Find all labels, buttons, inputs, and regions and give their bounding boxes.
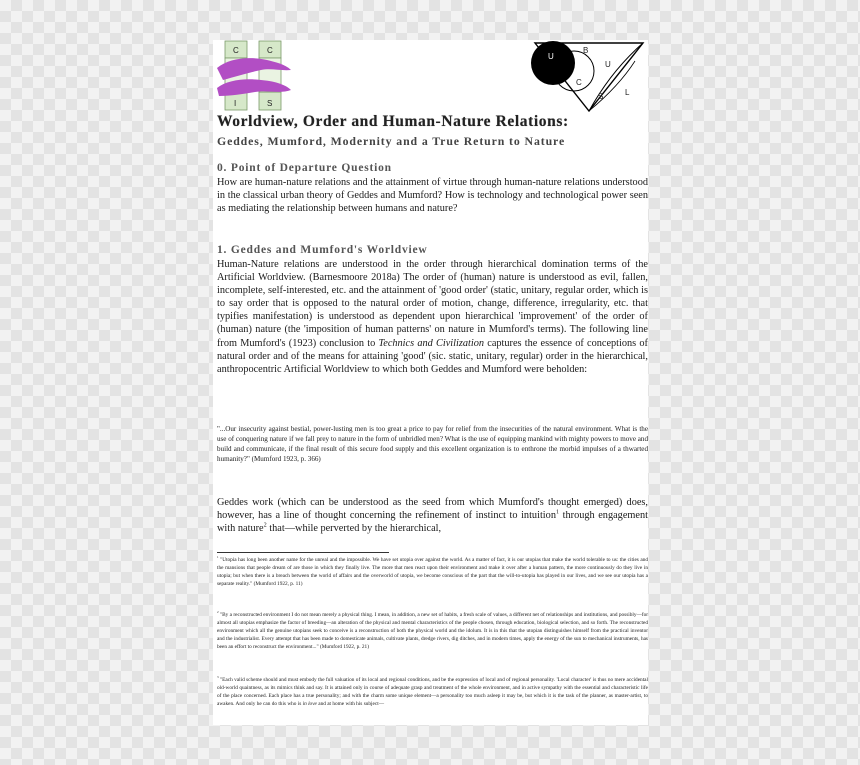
logo-letter-b: B xyxy=(583,46,589,55)
logo-letter-c1: C xyxy=(233,46,239,55)
footnote-1-mark: 1 xyxy=(217,555,219,560)
logo-letter-i: I xyxy=(234,99,237,108)
section-0-body: How are human-nature relations and the attainment of virtue through human-nature relations understood in the classical urban theory of Geddes and Mumford? How is technology and technological power seen as mediating the relationship between humans and nature? xyxy=(217,177,648,215)
footnote-3-italic: in love xyxy=(302,700,317,707)
section-1-body xyxy=(217,258,648,376)
footnote-2-text: "By a reconstructed environment I do not mean merely a physical thing. I mean, in addition, a new set of habits, a fresh scale of values, a different net of relationships and institutions, and possibly—for almost all utopias emphasize the factor of breeding—an alteration of the physical and mental characteristics of the people chosen, through education, biological selection, and so forth. The reconstructed environment which all the genuine utopians seek to conceive is a reconstruction of both the physical world and the idolum. It is in this that the utopian distinguishes himself from the practical inventor and the industrialist. Every attempt that has been made to domesticate animals, cultivate plants, dredge rivers, dig ditches, and in modern times, apply the energy of the sun to mechanical instruments, has been an effort to reconstruct the environment..." (Mumford 1922, p. 21) xyxy=(217,612,648,650)
ccis-logo xyxy=(215,40,293,114)
paragraph-3-text-b: through engagement with nature xyxy=(217,510,648,535)
paragraph-3-text-c: that—while perverted by the hierarchical, xyxy=(266,523,442,535)
footnote-ref-2[interactable]: 2 xyxy=(263,521,267,529)
footnote-3-mark: 3 xyxy=(217,675,219,680)
logo-letter-u2: U xyxy=(605,60,611,69)
document-subtitle: Geddes, Mumford, Modernity and a True Return to Nature xyxy=(217,134,566,148)
ubucsl-logo xyxy=(531,41,648,113)
footnote-1 xyxy=(217,557,648,589)
paragraph-3 xyxy=(217,496,648,535)
footnote-3-text-b: and at home with his subject— xyxy=(316,700,384,707)
footnote-ref-1[interactable]: 1 xyxy=(555,508,560,516)
logo-letter-c2: C xyxy=(267,46,273,55)
footnote-1-text: "Utopia has long been another name for the unreal and the impossible. We have set utopia over against the world. As a matter of fact, it is our utopias that make the world tolerable to us: the cities and the mansions that people dream of are those in which they finally live. The more that men react upon their environment and make it over after a human pattern, the more continuously do they live in utopia; but when there is a breach between the world of affairs and the overworld of utopia, we become conscious of the part that the will-to-utopia has played in our lives, and we see our utopia has a separate reality." (Mumford 1922, p. 11) xyxy=(217,557,648,587)
logo-letter-l: L xyxy=(625,88,630,97)
footnote-2 xyxy=(217,612,648,652)
block-quote: "...Our insecurity against bestial, power-lusting men is too great a price to pay for relief from the insecurities of the natural environment. What is the use of conquering nature if we fall prey to nature in the form of unbridled men? What is the use of equipping mankind with mighty powers to move and build and communicate, if the final result of this secure food supply and this excellent organization is to enthrone the morbid impulses of a thwarted humanity?" (Mumford 1923, p. 366) xyxy=(217,425,648,463)
footnote-3 xyxy=(217,677,648,709)
logo-letter-s: S xyxy=(598,92,604,101)
book-title: Technics and Civilization xyxy=(378,337,485,349)
logo-letter-u1: U xyxy=(548,52,554,61)
logo-letter-c: C xyxy=(576,78,582,87)
paragraph-3-text-a: Geddes work (which can be understood as the seed from which Mumford's thought emerged) does, however, has a line of thought concerning the refinement of instinct to intuition xyxy=(217,497,648,522)
document-title: Worldview, Order and Human-Nature Relations: xyxy=(217,113,569,130)
footnote-3-text-a: "Each valid scheme should and must embody the full valuation of its local and regional conditions, and be the expression of local and of regional personality. 'Local character' is thus no mere accidental old-world quaintness, as its mimics think and say. It is attained only in course of adequate grasp and treatment of the whole environment, and in active sympathy with the essential and characteristic life of the place concerned. Each place has a true personality; and with the charm some unique element—a personality too much asleep it may be, but which it is the task of the planner, as master-artist, to awaken. And only he can do this who is xyxy=(217,677,648,707)
section-1-text-b: captures the essence of conceptions of natural order and of the means for attaining 'good' (sic. static, unitary, regular) order in the hierarchical, anthropocentric Artificial Worldview to which both Geddes and Mumford were beholden: xyxy=(217,337,648,375)
footnote-divider xyxy=(217,552,389,553)
logo-letter-s: S xyxy=(267,99,273,108)
footnote-2-mark: 2 xyxy=(217,610,219,615)
section-1-text-a: Human-Nature relations are understood in the order through hierarchical domination terms of the Artificial Worldview. (Barnesmoore 2018a) The order of (human) nature is understood as evil, fallen, incomplete, self-interested, etc. and the attainment of 'good order' (static, unitary, regular order, which is to say order that is opposed to the natural order of motion, change, difference, irregularity, etc. that typifies manifestation) is understood as dependent upon hierarchical 'improvement' of the order of (human) nature (the 'imposition of human patterns' on nature in Mumford's terms). The following line from Mumford's (1923) conclusion to xyxy=(217,259,648,349)
document-page xyxy=(213,40,648,725)
section-1-heading: 1. Geddes and Mumford's Worldview xyxy=(217,244,428,256)
section-0-heading: 0. Point of Departure Question xyxy=(217,162,392,174)
